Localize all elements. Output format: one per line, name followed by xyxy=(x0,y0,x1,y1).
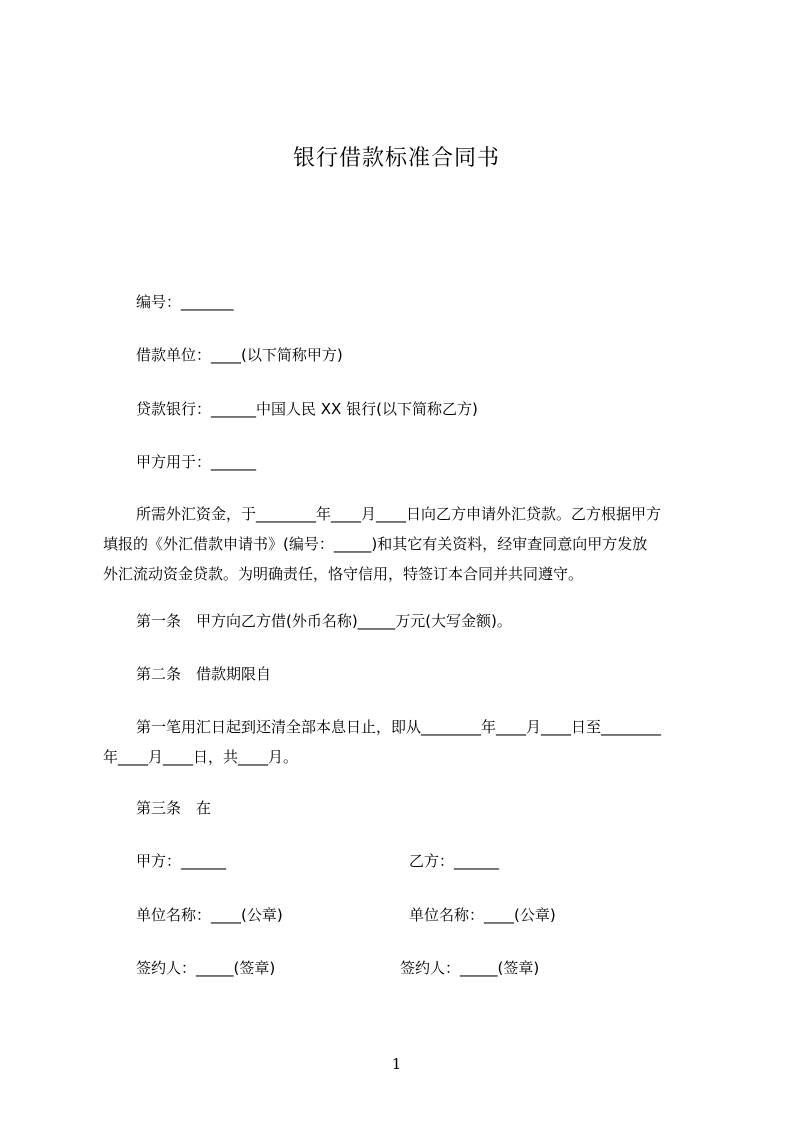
contract-number-field: 编号：_______ xyxy=(136,293,234,311)
article-1: 第一条 甲方向乙方借(外币名称)_____万元(大写金额)。 xyxy=(136,612,512,630)
article-3: 第三条 在 xyxy=(136,799,212,817)
document-title: 银行借款标准合同书 xyxy=(292,146,500,171)
intro-paragraph xyxy=(103,499,661,589)
page-number: 1 xyxy=(391,1055,402,1073)
party-b-label: 乙方：______ xyxy=(409,852,500,870)
borrower-field: 借款单位：____(以下简称甲方) xyxy=(136,346,343,364)
party-b-unit: 单位名称：____(公章) xyxy=(409,906,556,924)
party-a-label: 甲方：______ xyxy=(136,852,227,870)
party-b-signer: 签约人：_____(签章) xyxy=(400,959,540,977)
term-line-2: 年____月____日，共____月。 xyxy=(103,748,299,766)
party-a-unit: 单位名称：____(公章) xyxy=(136,906,283,924)
term-paragraph xyxy=(103,712,661,772)
term-line-1: 第一笔用汇日起到还清全部本息日止，即从________年____月____日至________ xyxy=(136,718,662,736)
party-a-signer: 签约人：_____(签章) xyxy=(136,959,276,977)
article-2: 第二条 借款期限自 xyxy=(136,665,272,683)
intro-line-2: 填报的《外汇借款申请书》(编号：_____)和其它有关资料，经审查同意向甲方发放 xyxy=(103,535,648,553)
intro-line-1: 所需外汇资金，于________年____月____日向乙方申请外汇贷款。乙方根据甲方 xyxy=(136,505,662,523)
purpose-field: 甲方用于：______ xyxy=(136,453,257,471)
intro-line-3: 外汇流动资金贷款。为明确责任，恪守信用，特签订本合同并共同遵守。 xyxy=(103,565,584,583)
lender-field: 贷款银行：______中国人民 XX 银行(以下简称乙方) xyxy=(136,400,478,418)
